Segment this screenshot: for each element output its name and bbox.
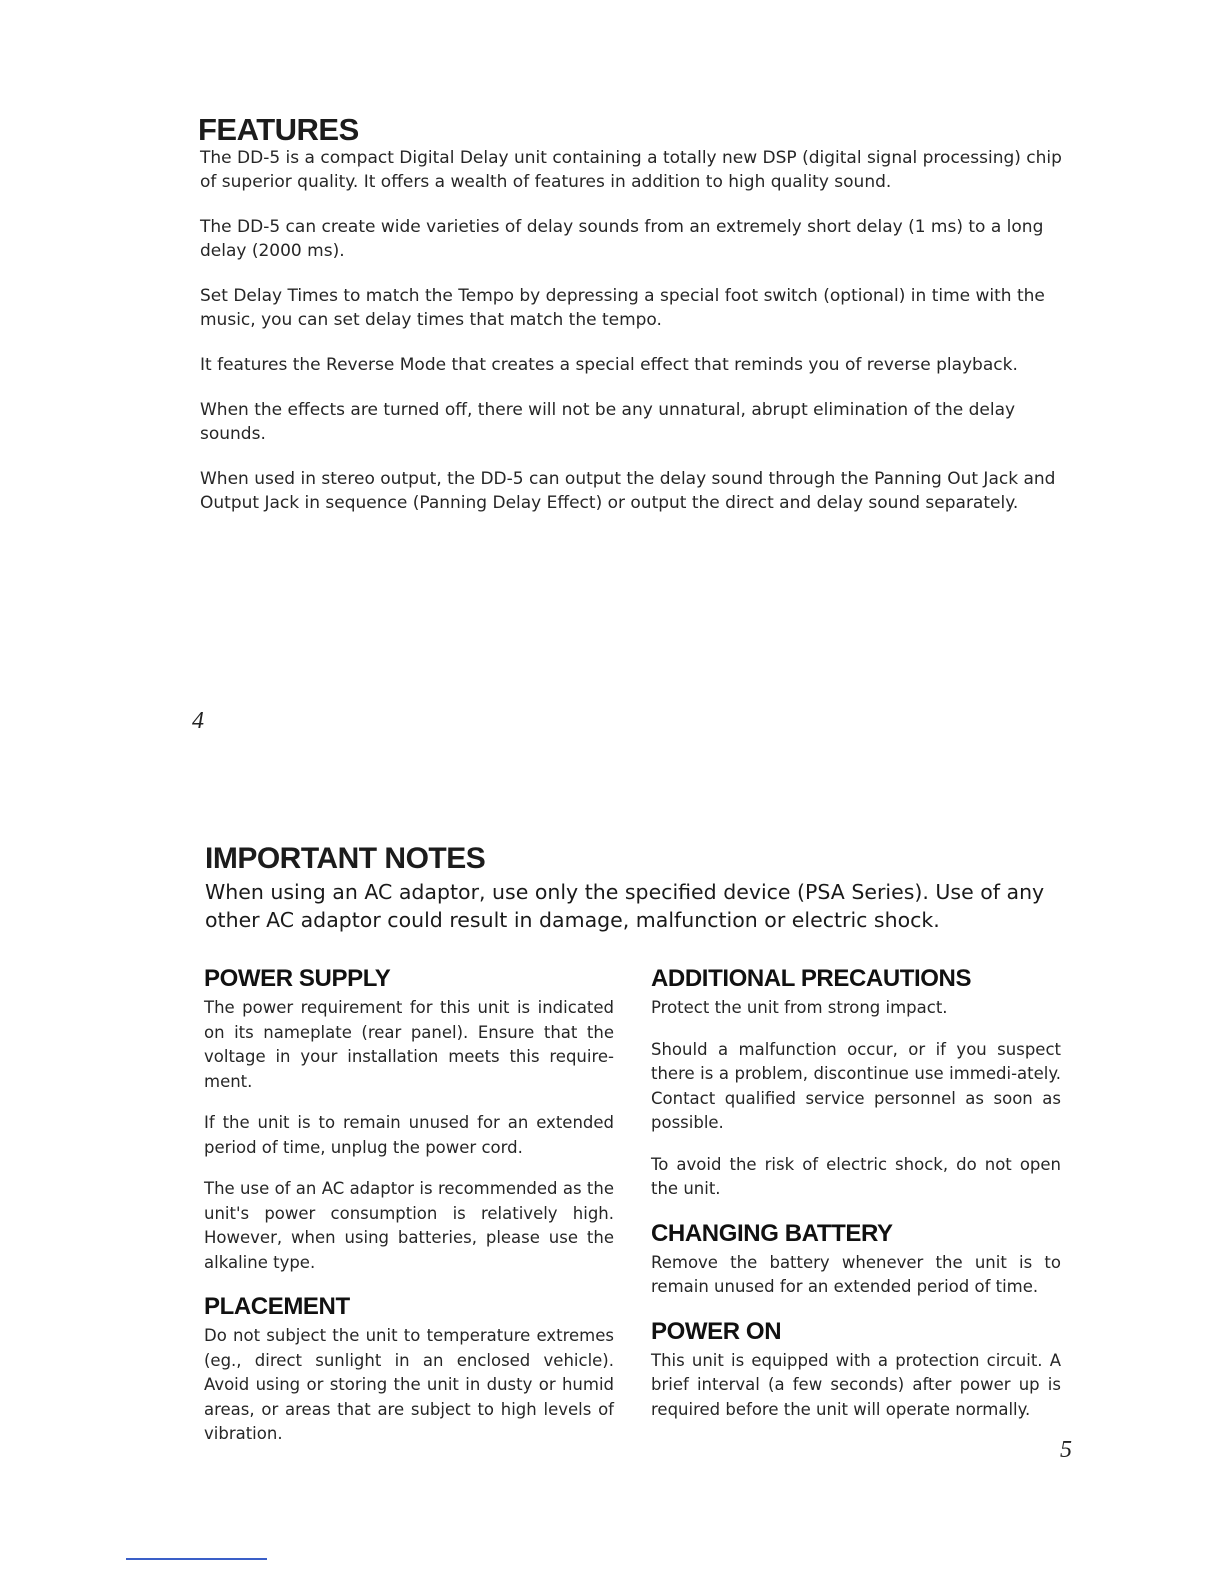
features-heading: FEATURES	[198, 112, 359, 147]
page-important-notes	[0, 792, 1224, 1584]
power-supply-paragraph: The power requirement for this unit is indicated on its nameplate (rear panel). Ensure that the voltage in your installation meets this require-ment.	[204, 998, 614, 1091]
placement-paragraph: Do not subject the unit to temperature extremes (eg., direct sunlight in an enclosed vehicle). Avoid using or storing the unit in dusty or humid areas, or areas that are subject to high levels of vibration.	[204, 1326, 614, 1443]
additional-precautions-paragraph: To avoid the risk of electric shock, do not open the unit.	[651, 1154, 1061, 1198]
power-supply-paragraph: The use of an AC adaptor is recommended as the unit's power consumption is relatively high. However, when using batteries, please use the alkaline type.	[204, 1179, 614, 1272]
placement-heading: PLACEMENT	[204, 1293, 350, 1320]
changing-battery-paragraph: Remove the battery whenever the unit is to remain unused for an extended period of time.	[651, 1252, 1061, 1296]
power-on-heading: POWER ON	[651, 1317, 782, 1345]
features-paragraph: Set Delay Times to match the Tempo by depressing a special foot switch (optional) in time with the music, you can set delay times that match the tempo.	[200, 286, 1045, 330]
footer-rule	[126, 1558, 267, 1560]
important-notes-heading: IMPORTANT NOTES	[205, 842, 486, 875]
features-paragraph: The DD-5 is a compact Digital Delay unit containing a totally new DSP (digital signal processing) chip of superior quality. It offers a wealth of features in addition to high quality sound.	[200, 148, 1062, 192]
power-supply-heading: POWER SUPPLY	[204, 965, 391, 992]
notes-left-column	[204, 964, 614, 1464]
changing-battery-heading: CHANGING BATTERY	[651, 1219, 893, 1247]
notes-right-column	[651, 964, 1061, 1439]
features-paragraph: It features the Reverse Mode that creates a special effect that reminds you of reverse playback.	[200, 355, 1018, 375]
power-supply-paragraph: If the unit is to remain unused for an extended period of time, unplug the power cord.	[204, 1113, 614, 1157]
additional-precautions-paragraph: Protect the unit from strong impact.	[651, 998, 948, 1017]
additional-precautions-heading: ADDITIONAL PRECAUTIONS	[651, 965, 972, 992]
features-paragraph: When used in stereo output, the DD-5 can output the delay sound through the Panning Out Jack and Output Jack in sequence (Panning Delay Effect) or output the direct and delay sound separately.	[200, 469, 1056, 513]
page-number-right: 5	[1060, 1437, 1072, 1463]
important-notes-intro: When using an AC adaptor, use only the specified device (PSA Series). Use of any other AC adaptor could result in damage, malfunction or electric shock.	[205, 880, 1045, 932]
features-body	[200, 146, 1062, 536]
page-number-left: 4	[192, 708, 204, 734]
features-paragraph: The DD-5 can create wide varieties of delay sounds from an extremely short delay (1 ms) to a long delay (2000 ms).	[200, 217, 1044, 261]
additional-precautions-paragraph: Should a malfunction occur, or if you suspect there is a problem, discontinue use immedi-ately. Contact qualified service personnel as soon as possible.	[651, 1039, 1061, 1132]
features-paragraph: When the effects are turned off, there will not be any unnatural, abrupt elimination of the delay sounds.	[200, 400, 1016, 444]
power-on-paragraph: This unit is equipped with a protection circuit. A brief interval (a few seconds) after power up is required before the unit will operate normally.	[651, 1350, 1061, 1419]
